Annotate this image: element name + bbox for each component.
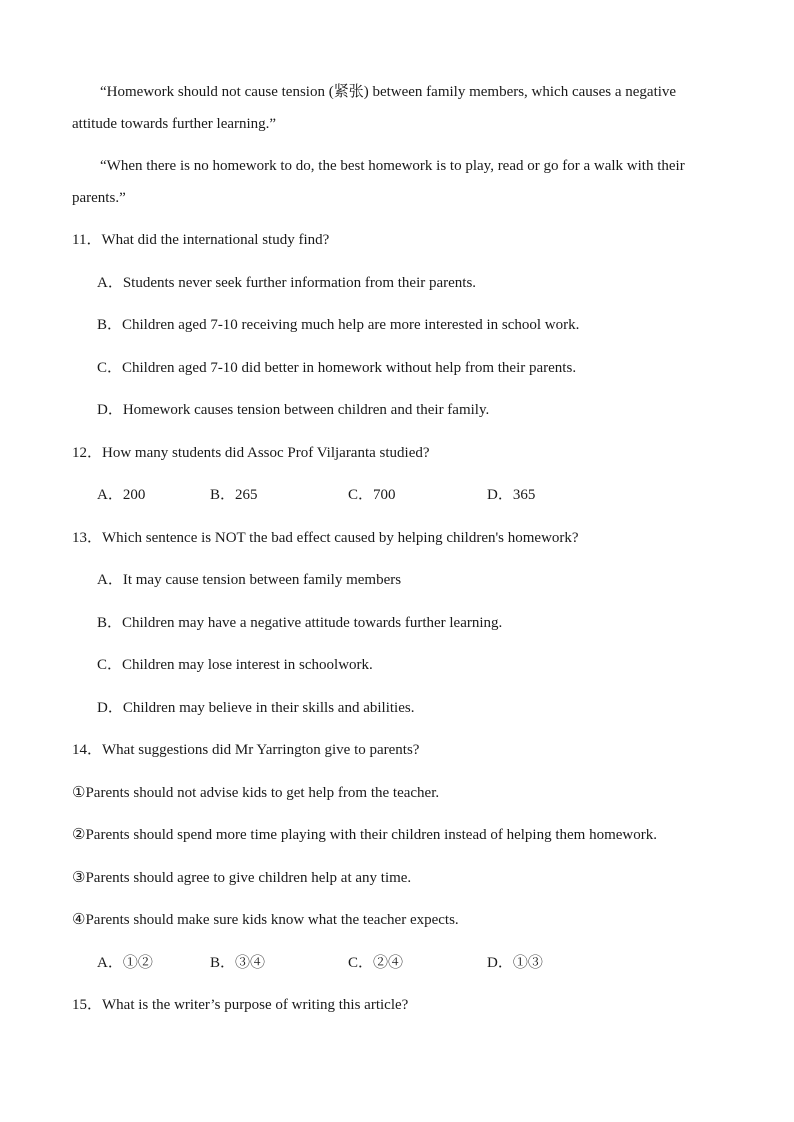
question-13-option-a: A．It may cause tension between family members [97, 572, 402, 588]
question-11-option-c: C．Children aged 7-10 did better in homework without help from their parents. [97, 360, 577, 376]
question-12-option-d: D．365 [487, 487, 536, 503]
question-11-option-b: B．Children aged 7-10 receiving much help are more interested in school work. [97, 317, 580, 333]
quote-1-line-2: attitude towards further learning.” [72, 116, 277, 132]
question-14-option-c: C．②④ [348, 955, 404, 971]
question-14-option-d: D．①③ [487, 955, 543, 971]
question-12-option-b: B．265 [210, 487, 258, 503]
quote-2-line-1: “When there is no homework to do, the best homework is to play, read or go for a walk with their [100, 158, 685, 174]
question-14-option-b: B．③④ [210, 955, 266, 971]
question-13-option-c: C．Children may lose interest in schoolwork. [97, 657, 373, 673]
quote-1-line-1: “Homework should not cause tension (紧张) between family members, which causes a negative [100, 84, 677, 100]
question-13-stem: 13．Which sentence is NOT the bad effect caused by helping children's homework? [72, 530, 579, 546]
question-14-statement-2: ②Parents should spend more time playing with their children instead of helping them homework. [72, 827, 657, 843]
question-12-option-c: C．700 [348, 487, 396, 503]
question-14-statement-4: ④Parents should make sure kids know what the teacher expects. [72, 912, 459, 928]
question-14-option-a: A．①② [97, 955, 153, 971]
question-14-statement-1: ①Parents should not advise kids to get help from the teacher. [72, 785, 440, 801]
question-12-stem: 12．How many students did Assoc Prof Viljaranta studied? [72, 445, 430, 461]
question-14-stem: 14．What suggestions did Mr Yarrington give to parents? [72, 742, 420, 758]
quote-2-line-2: parents.” [72, 190, 126, 206]
question-13-option-d: D．Children may believe in their skills and abilities. [97, 700, 415, 716]
question-11-option-a: A．Students never seek further information from their parents. [97, 275, 477, 291]
question-13-option-b: B．Children may have a negative attitude towards further learning. [97, 615, 503, 631]
question-15-stem: 15．What is the writer’s purpose of writing this article? [72, 997, 409, 1013]
question-14-statement-3: ③Parents should agree to give children help at any time. [72, 870, 412, 886]
question-12-option-a: A．200 [97, 487, 146, 503]
question-11-option-d: D．Homework causes tension between children and their family. [97, 402, 490, 418]
question-11-stem: 11．What did the international study find? [72, 232, 330, 248]
